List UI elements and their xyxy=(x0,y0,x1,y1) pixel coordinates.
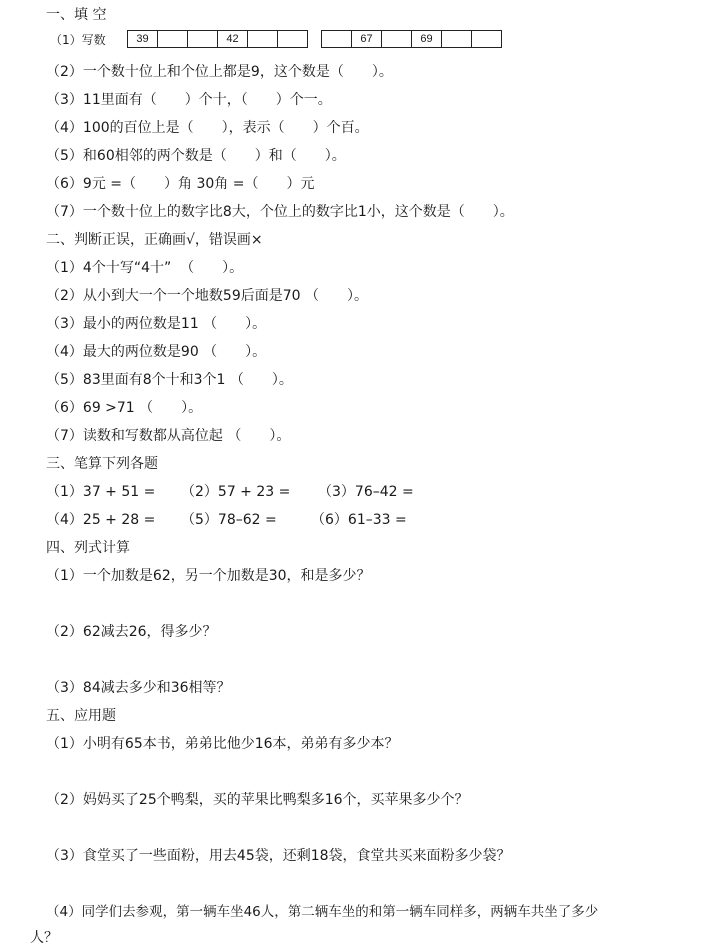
calc-item: （5）78–62 = xyxy=(181,512,277,528)
section-5-title: 五、应用题 xyxy=(46,708,116,724)
number-cell xyxy=(248,31,278,47)
question-item: （2）62减去26，得多少？ xyxy=(46,624,217,640)
number-cell xyxy=(382,31,412,47)
question-item: （7）一个数十位上的数字比8大，个位上的数字比1小，这个数是（ ）。 xyxy=(46,204,514,220)
question-item: （4）同学们去参观，第一辆车坐46人，第二辆车坐的和第一辆车同样多，两辆车共坐了多少 xyxy=(46,904,599,920)
question-item: （6）9元 =（ ）角 30角 =（ ）元 xyxy=(46,176,315,192)
question-item: （1）小明有65本书，弟弟比他少16本，弟弟有多少本？ xyxy=(46,736,399,752)
number-cell: 39 xyxy=(128,31,158,47)
question-item: （5）83里面有8个十和3个1 （ ）。 xyxy=(46,372,293,388)
section-2-title: 二、判断正误，正确画√，错误画× xyxy=(46,232,263,248)
question-item: （1）一个加数是62，另一个加数是30，和是多少？ xyxy=(46,568,371,584)
question-item-continued: 人？ xyxy=(30,930,58,946)
number-box-2 xyxy=(321,30,502,48)
calc-item: （3）76–42 = xyxy=(318,484,414,500)
question-item: （3）最小的两位数是11 （ ）。 xyxy=(46,316,267,332)
question-item: （6）69 >71 （ ）。 xyxy=(46,400,203,416)
calc-item: （2）57 + 23 = xyxy=(181,484,291,500)
number-cell xyxy=(472,31,501,47)
question-item: （5）和60相邻的两个数是（ ）和（ ）。 xyxy=(46,148,346,164)
number-cell: 42 xyxy=(218,31,248,47)
number-cell: 69 xyxy=(412,31,442,47)
question-item: （3）84减去多少和36相等？ xyxy=(46,680,231,696)
number-cell: 67 xyxy=(352,31,382,47)
calc-item: （4）25 + 28 = xyxy=(46,512,156,528)
section-1-title: 一、填 空 xyxy=(46,7,107,23)
number-cell xyxy=(158,31,188,47)
question-item: （1）4个十写“4十” （ ）。 xyxy=(46,260,244,276)
question-item: （2）一个数十位上和个位上都是9，这个数是（ ）。 xyxy=(46,64,393,80)
question-item: （4）最大的两位数是90 （ ）。 xyxy=(46,344,267,360)
question-item: （3）11里面有（ ）个十，（ ）个一。 xyxy=(46,92,332,108)
question-item: （2）从小到大一个一个地数59后面是70 （ ）。 xyxy=(46,288,368,304)
number-cell xyxy=(188,31,218,47)
number-cell xyxy=(322,31,352,47)
question-item: （2）妈妈买了25个鸭梨，买的苹果比鸭梨多16个，买苹果多少个？ xyxy=(46,792,469,808)
question-item: （3）食堂买了一些面粉，用去45袋，还剩18袋，食堂共买来面粉多少袋？ xyxy=(46,848,511,864)
number-cell xyxy=(278,31,307,47)
calc-item: （6）61–33 = xyxy=(311,512,407,528)
section-3-title: 三、笔算下列各题 xyxy=(46,456,158,472)
section-4-title: 四、列式计算 xyxy=(46,540,130,556)
number-box-1 xyxy=(127,30,308,48)
question-1-label: （1）写数 xyxy=(50,33,106,47)
calc-item: （1）37 + 51 = xyxy=(46,484,156,500)
question-item: （7）读数和写数都从高位起 （ ）。 xyxy=(46,428,291,444)
question-item: （4）100的百位上是（ ），表示（ ）个百。 xyxy=(46,120,369,136)
number-cell xyxy=(442,31,472,47)
